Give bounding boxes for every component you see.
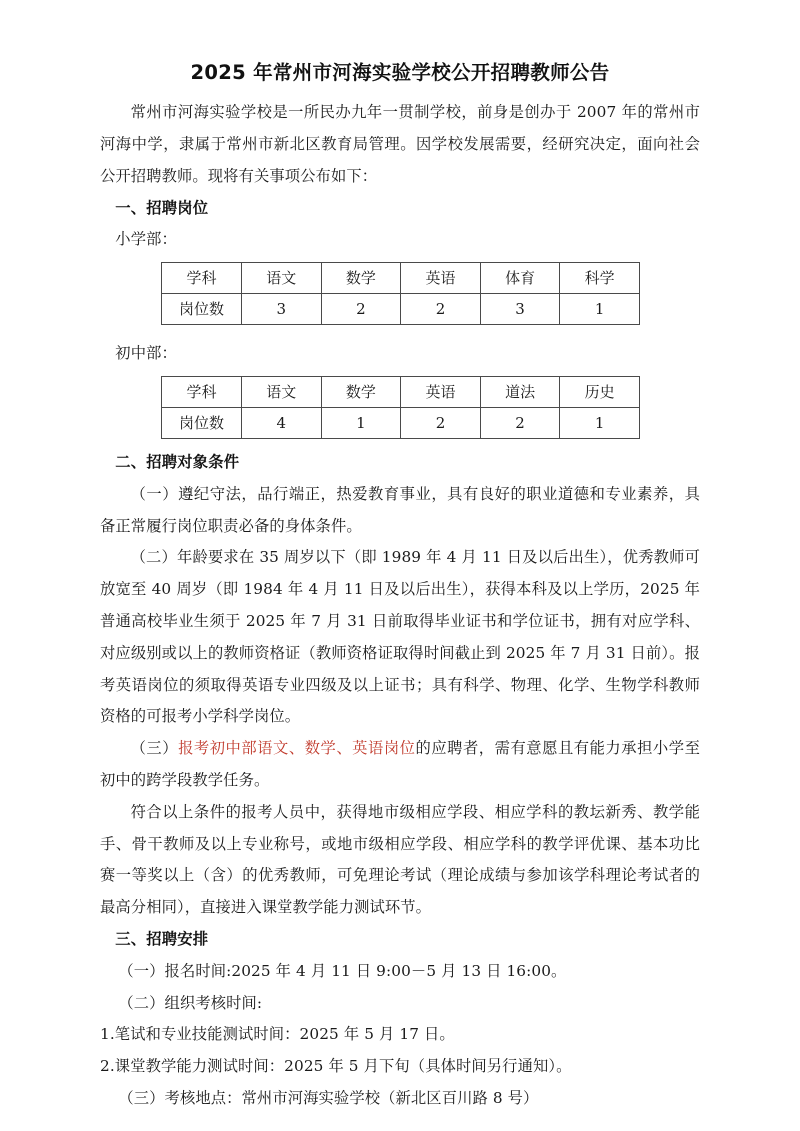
intro-paragraph: 常州市河海实验学校是一所民办九年一贯制学校，前身是创办于 2007 年的常州市河海中学，隶属于常州市新北区教育局管理。因学校发展需要，经研究决定，面向社会公开招聘教师。现将有关事项公布如下： bbox=[100, 103, 700, 185]
table-cell: 2 bbox=[321, 294, 401, 325]
schedule-item-one: （一）报名时间:2025 年 4 月 11 日 9:00－5 月 13 日 16:00。 bbox=[118, 961, 567, 980]
condition-item-four: 符合以上条件的报考人员中，获得地市级相应学段、相应学科的教坛新秀、教学能手、骨干教师及以上专业称号，或地市级相应学段、相应学科的教学评优课、基本功比赛一等奖以上（含）的优秀教师，可免理论考试（理论成绩与参加该学科理论考试者的最高分相同），直接进入课堂教学能力测试环节。 bbox=[100, 802, 700, 917]
table-cell: 英语 bbox=[401, 377, 481, 408]
table-cell: 语文 bbox=[242, 377, 322, 408]
document-content bbox=[100, 58, 700, 1115]
table-cell: 数学 bbox=[321, 377, 401, 408]
condition-item-one: （一）遵纪守法，品行端正，热爱教育事业，具有良好的职业道德和专业素养，具备正常履行岗位职责必备的身体条件。 bbox=[100, 484, 700, 535]
section-heading-one: 一、招聘岗位 bbox=[115, 198, 209, 217]
table-cell: 1 bbox=[321, 408, 401, 439]
table-cell: 1 bbox=[560, 294, 640, 325]
condition-item-three bbox=[100, 733, 700, 797]
table-cell-label: 学科 bbox=[162, 377, 242, 408]
schedule-item-two: （二）组织考核时间: bbox=[118, 993, 263, 1012]
table-cell: 历史 bbox=[560, 377, 640, 408]
schedule-item-two-sub-one: 1.笔试和专业技能测试时间：2025 年 5 月 17 日。 bbox=[100, 1025, 455, 1044]
junior-school-table bbox=[161, 376, 640, 439]
table-cell: 道法 bbox=[480, 377, 560, 408]
table-cell: 体育 bbox=[480, 263, 560, 294]
condition-item-three-suffix: 的应聘者，需有意愿且有能力承担小学至初中的跨学段教学任务。 bbox=[100, 739, 700, 789]
condition-item-two: （二）年龄要求在 35 周岁以下（即 1989 年 4 月 11 日及以后出生），优秀教师可放宽至 40 周岁（即 1984 年 4 月 11 日及以后出生），获得本科及以上学历，2025 年普通高校毕业生须于 2025 年 7 月 31 日前取得毕业证书和学位证书，拥有对应学科、对应级别或以上的教师资格证（教师资格证取得时间截止到 2025 年 7 月 31 日前）。报考英语岗位的须取得英语专业四级及以上证书；具有科学、物理、化学、生物学科教师资格的可报考小学科学岗位。 bbox=[100, 548, 700, 726]
junior-school-label: 初中部： bbox=[115, 344, 177, 363]
table-cell: 2 bbox=[480, 408, 560, 439]
junior-school-table-wrap bbox=[100, 376, 700, 439]
table-cell: 英语 bbox=[401, 263, 481, 294]
condition-item-three-prefix: （三） bbox=[130, 739, 179, 758]
table-row bbox=[162, 377, 640, 408]
table-cell: 2 bbox=[401, 408, 481, 439]
condition-item-three-highlight: 报考初中部语文、数学、英语岗位 bbox=[178, 739, 416, 758]
primary-school-label: 小学部： bbox=[115, 230, 177, 249]
table-cell-label: 岗位数 bbox=[162, 294, 242, 325]
table-cell: 2 bbox=[401, 294, 481, 325]
table-row bbox=[162, 263, 640, 294]
table-row bbox=[162, 408, 640, 439]
schedule-item-three: （三）考核地点：常州市河海实验学校（新北区百川路 8 号） bbox=[118, 1088, 539, 1107]
section-heading-two: 二、招聘对象条件 bbox=[115, 453, 240, 472]
table-cell: 3 bbox=[242, 294, 322, 325]
primary-school-table bbox=[161, 262, 640, 325]
spacer bbox=[100, 329, 700, 338]
table-cell: 1 bbox=[560, 408, 640, 439]
section-heading-three: 三、招聘安排 bbox=[115, 929, 209, 948]
table-cell: 3 bbox=[480, 294, 560, 325]
table-cell: 语文 bbox=[242, 263, 322, 294]
page-title: 2025 年常州市河海实验学校公开招聘教师公告 bbox=[190, 61, 610, 84]
table-cell: 4 bbox=[242, 408, 322, 439]
table-cell-label: 岗位数 bbox=[162, 408, 242, 439]
primary-school-table-wrap bbox=[100, 262, 700, 325]
table-cell: 数学 bbox=[321, 263, 401, 294]
table-cell-label: 学科 bbox=[162, 263, 242, 294]
table-cell: 科学 bbox=[560, 263, 640, 294]
table-row bbox=[162, 294, 640, 325]
schedule-item-two-sub-two: 2.课堂教学能力测试时间：2025 年 5 月下旬（具体时间另行通知）。 bbox=[100, 1057, 572, 1076]
